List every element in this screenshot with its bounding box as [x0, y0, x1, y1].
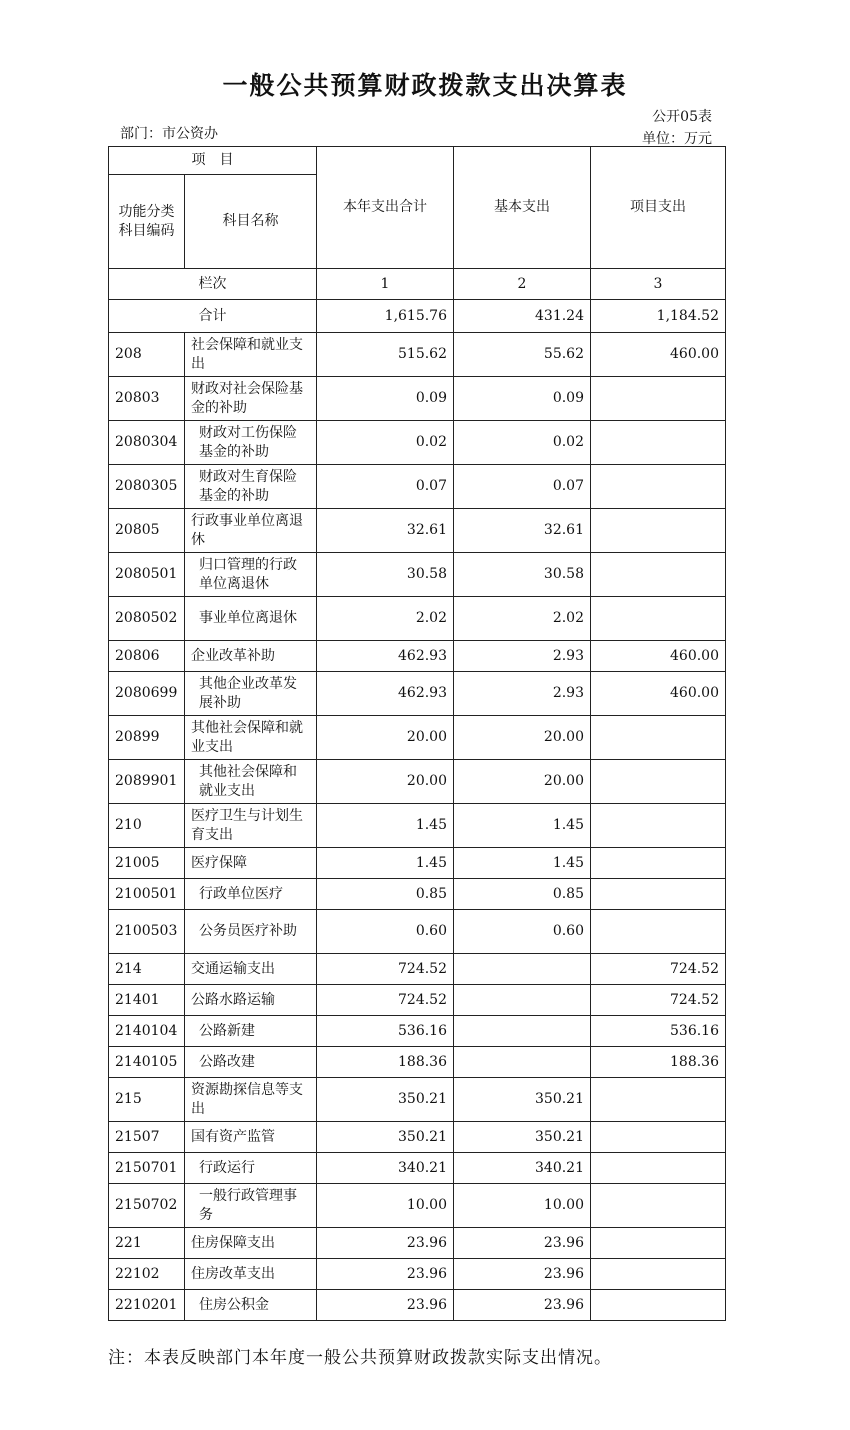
row-basic: 340.21 — [454, 1153, 591, 1184]
row-subject-name: 医疗卫生与计划生育支出 — [185, 804, 317, 848]
row-code: 21401 — [109, 985, 185, 1016]
footnote: 注：本表反映部门本年度一般公共预算财政拨款实际支出情况。 — [108, 1348, 612, 1368]
row-code: 2150701 — [109, 1153, 185, 1184]
row-total: 188.36 — [317, 1047, 454, 1078]
row-code: 2140104 — [109, 1016, 185, 1047]
row-subject-name: 其他社会保障和就业支出 — [185, 716, 317, 760]
header-subject-name: 科目名称 — [185, 175, 317, 269]
row-project — [591, 509, 726, 553]
row-basic: 30.58 — [454, 553, 591, 597]
row-basic — [454, 985, 591, 1016]
row-basic: 0.09 — [454, 377, 591, 421]
row-code: 2140105 — [109, 1047, 185, 1078]
row-project — [591, 716, 726, 760]
row-total: 462.93 — [317, 672, 454, 716]
page-title: 一般公共预算财政拨款支出决算表 — [222, 71, 628, 100]
row-project — [591, 1153, 726, 1184]
row-project: 460.00 — [591, 333, 726, 377]
table-row — [109, 804, 726, 848]
row-project — [591, 553, 726, 597]
row-total: 23.96 — [317, 1259, 454, 1290]
row-total: 340.21 — [317, 1153, 454, 1184]
column-index-3: 3 — [591, 269, 726, 300]
row-total: 1.45 — [317, 848, 454, 879]
row-basic: 32.61 — [454, 509, 591, 553]
row-subject-name: 事业单位离退休 — [185, 597, 317, 641]
table-row — [109, 879, 726, 910]
row-project — [591, 1228, 726, 1259]
row-subject-name: 财政对工伤保险基金的补助 — [185, 421, 317, 465]
row-basic — [454, 1047, 591, 1078]
row-project — [591, 879, 726, 910]
table-row — [109, 421, 726, 465]
row-code: 208 — [109, 333, 185, 377]
row-subject-name: 企业改革补助 — [185, 641, 317, 672]
row-code: 215 — [109, 1078, 185, 1122]
row-total: 20.00 — [317, 716, 454, 760]
row-total: 30.58 — [317, 553, 454, 597]
row-code: 2080305 — [109, 465, 185, 509]
header-item: 项 目 — [109, 147, 317, 175]
row-code: 20806 — [109, 641, 185, 672]
table-row — [109, 1153, 726, 1184]
row-basic: 2.93 — [454, 672, 591, 716]
row-total: 0.02 — [317, 421, 454, 465]
row-project — [591, 597, 726, 641]
row-basic: 0.02 — [454, 421, 591, 465]
row-project: 188.36 — [591, 1047, 726, 1078]
row-subject-name: 资源勘探信息等支出 — [185, 1078, 317, 1122]
total-basic: 431.24 — [454, 300, 591, 333]
row-basic: 1.45 — [454, 848, 591, 879]
table-row — [109, 716, 726, 760]
table-row — [109, 985, 726, 1016]
row-code: 2080304 — [109, 421, 185, 465]
column-index-row — [109, 269, 726, 300]
row-basic: 2.02 — [454, 597, 591, 641]
table-row — [109, 1259, 726, 1290]
table-row — [109, 1122, 726, 1153]
row-basic: 23.96 — [454, 1290, 591, 1321]
row-code: 20805 — [109, 509, 185, 553]
row-code: 2100503 — [109, 910, 185, 954]
row-subject-name: 公务员医疗补助 — [185, 910, 317, 954]
row-project — [591, 1290, 726, 1321]
row-basic: 23.96 — [454, 1259, 591, 1290]
table-row — [109, 1047, 726, 1078]
row-total: 0.09 — [317, 377, 454, 421]
table-row — [109, 553, 726, 597]
row-basic: 55.62 — [454, 333, 591, 377]
row-basic: 0.85 — [454, 879, 591, 910]
table-row — [109, 1228, 726, 1259]
row-total: 724.52 — [317, 985, 454, 1016]
row-subject-name: 其他企业改革发展补助 — [185, 672, 317, 716]
row-code: 210 — [109, 804, 185, 848]
table-row — [109, 377, 726, 421]
row-subject-name: 国有资产监管 — [185, 1122, 317, 1153]
row-project — [591, 760, 726, 804]
row-subject-name: 其他社会保障和就业支出 — [185, 760, 317, 804]
row-code: 214 — [109, 954, 185, 985]
row-basic: 1.45 — [454, 804, 591, 848]
total-row — [109, 300, 726, 333]
row-subject-name: 社会保障和就业支出 — [185, 333, 317, 377]
header-row-item — [109, 147, 726, 175]
row-total: 350.21 — [317, 1078, 454, 1122]
row-subject-name: 公路新建 — [185, 1016, 317, 1047]
row-code: 2089901 — [109, 760, 185, 804]
row-basic: 350.21 — [454, 1122, 591, 1153]
row-project — [591, 848, 726, 879]
row-subject-name: 住房保障支出 — [185, 1228, 317, 1259]
row-total: 0.60 — [317, 910, 454, 954]
row-total: 2.02 — [317, 597, 454, 641]
row-basic: 0.60 — [454, 910, 591, 954]
row-total: 0.07 — [317, 465, 454, 509]
row-code: 2100501 — [109, 879, 185, 910]
table-row — [109, 509, 726, 553]
table-row — [109, 1078, 726, 1122]
expenditure-table — [108, 146, 726, 1321]
total-amount: 1,615.76 — [317, 300, 454, 333]
row-basic — [454, 954, 591, 985]
row-code: 221 — [109, 1228, 185, 1259]
row-project — [591, 1078, 726, 1122]
header-total: 本年支出合计 — [317, 147, 454, 269]
table-row — [109, 954, 726, 985]
total-project: 1,184.52 — [591, 300, 726, 333]
row-subject-name: 财政对生育保险基金的补助 — [185, 465, 317, 509]
row-project — [591, 804, 726, 848]
row-code: 2210201 — [109, 1290, 185, 1321]
row-project: 460.00 — [591, 672, 726, 716]
row-subject-name: 一般行政管理事务 — [185, 1184, 317, 1228]
table-row — [109, 760, 726, 804]
row-basic: 20.00 — [454, 760, 591, 804]
row-project — [591, 1184, 726, 1228]
table-row — [109, 597, 726, 641]
row-project — [591, 465, 726, 509]
row-basic: 10.00 — [454, 1184, 591, 1228]
row-code: 20899 — [109, 716, 185, 760]
row-subject-name: 财政对社会保险基金的补助 — [185, 377, 317, 421]
row-code: 2150702 — [109, 1184, 185, 1228]
table-row — [109, 1184, 726, 1228]
row-total: 462.93 — [317, 641, 454, 672]
row-total: 536.16 — [317, 1016, 454, 1047]
row-project — [591, 421, 726, 465]
row-basic: 0.07 — [454, 465, 591, 509]
total-label: 合计 — [109, 300, 317, 333]
row-total: 20.00 — [317, 760, 454, 804]
row-total: 1.45 — [317, 804, 454, 848]
header-basic: 基本支出 — [454, 147, 591, 269]
row-subject-name: 公路水路运输 — [185, 985, 317, 1016]
table-row — [109, 848, 726, 879]
row-total: 724.52 — [317, 954, 454, 985]
row-code: 22102 — [109, 1259, 185, 1290]
row-project — [591, 910, 726, 954]
header-func-code: 功能分类科目编码 — [109, 175, 185, 269]
row-total: 0.85 — [317, 879, 454, 910]
row-basic: 350.21 — [454, 1078, 591, 1122]
row-total: 350.21 — [317, 1122, 454, 1153]
table-row — [109, 910, 726, 954]
row-subject-name: 住房改革支出 — [185, 1259, 317, 1290]
row-code: 21507 — [109, 1122, 185, 1153]
column-index-2: 2 — [454, 269, 591, 300]
unit-label: 单位：万元 — [642, 131, 712, 147]
row-project: 460.00 — [591, 641, 726, 672]
table-row — [109, 1290, 726, 1321]
row-total: 23.96 — [317, 1228, 454, 1259]
row-basic: 23.96 — [454, 1228, 591, 1259]
row-code: 2080699 — [109, 672, 185, 716]
row-total: 515.62 — [317, 333, 454, 377]
row-total: 23.96 — [317, 1290, 454, 1321]
table-row — [109, 672, 726, 716]
row-project — [591, 1259, 726, 1290]
row-code: 2080502 — [109, 597, 185, 641]
column-index-1: 1 — [317, 269, 454, 300]
row-subject-name: 交通运输支出 — [185, 954, 317, 985]
row-basic: 2.93 — [454, 641, 591, 672]
column-index-label: 栏次 — [109, 269, 317, 300]
row-subject-name: 行政单位医疗 — [185, 879, 317, 910]
row-total: 10.00 — [317, 1184, 454, 1228]
table-row — [109, 465, 726, 509]
row-subject-name: 行政事业单位离退休 — [185, 509, 317, 553]
row-subject-name: 行政运行 — [185, 1153, 317, 1184]
row-code: 21005 — [109, 848, 185, 879]
row-project: 536.16 — [591, 1016, 726, 1047]
row-subject-name: 公路改建 — [185, 1047, 317, 1078]
row-basic: 20.00 — [454, 716, 591, 760]
row-subject-name: 医疗保障 — [185, 848, 317, 879]
header-project: 项目支出 — [591, 147, 726, 269]
table-row — [109, 333, 726, 377]
table-row — [109, 1016, 726, 1047]
row-project — [591, 1122, 726, 1153]
row-subject-name: 住房公积金 — [185, 1290, 317, 1321]
row-code: 2080501 — [109, 553, 185, 597]
row-code: 20803 — [109, 377, 185, 421]
row-subject-name: 归口管理的行政单位离退休 — [185, 553, 317, 597]
row-project — [591, 377, 726, 421]
table-code-label: 公开05表 — [652, 109, 712, 125]
department-label: 部门：市公资办 — [120, 126, 218, 142]
table-row — [109, 641, 726, 672]
row-project: 724.52 — [591, 985, 726, 1016]
row-project: 724.52 — [591, 954, 726, 985]
row-basic — [454, 1016, 591, 1047]
row-total: 32.61 — [317, 509, 454, 553]
